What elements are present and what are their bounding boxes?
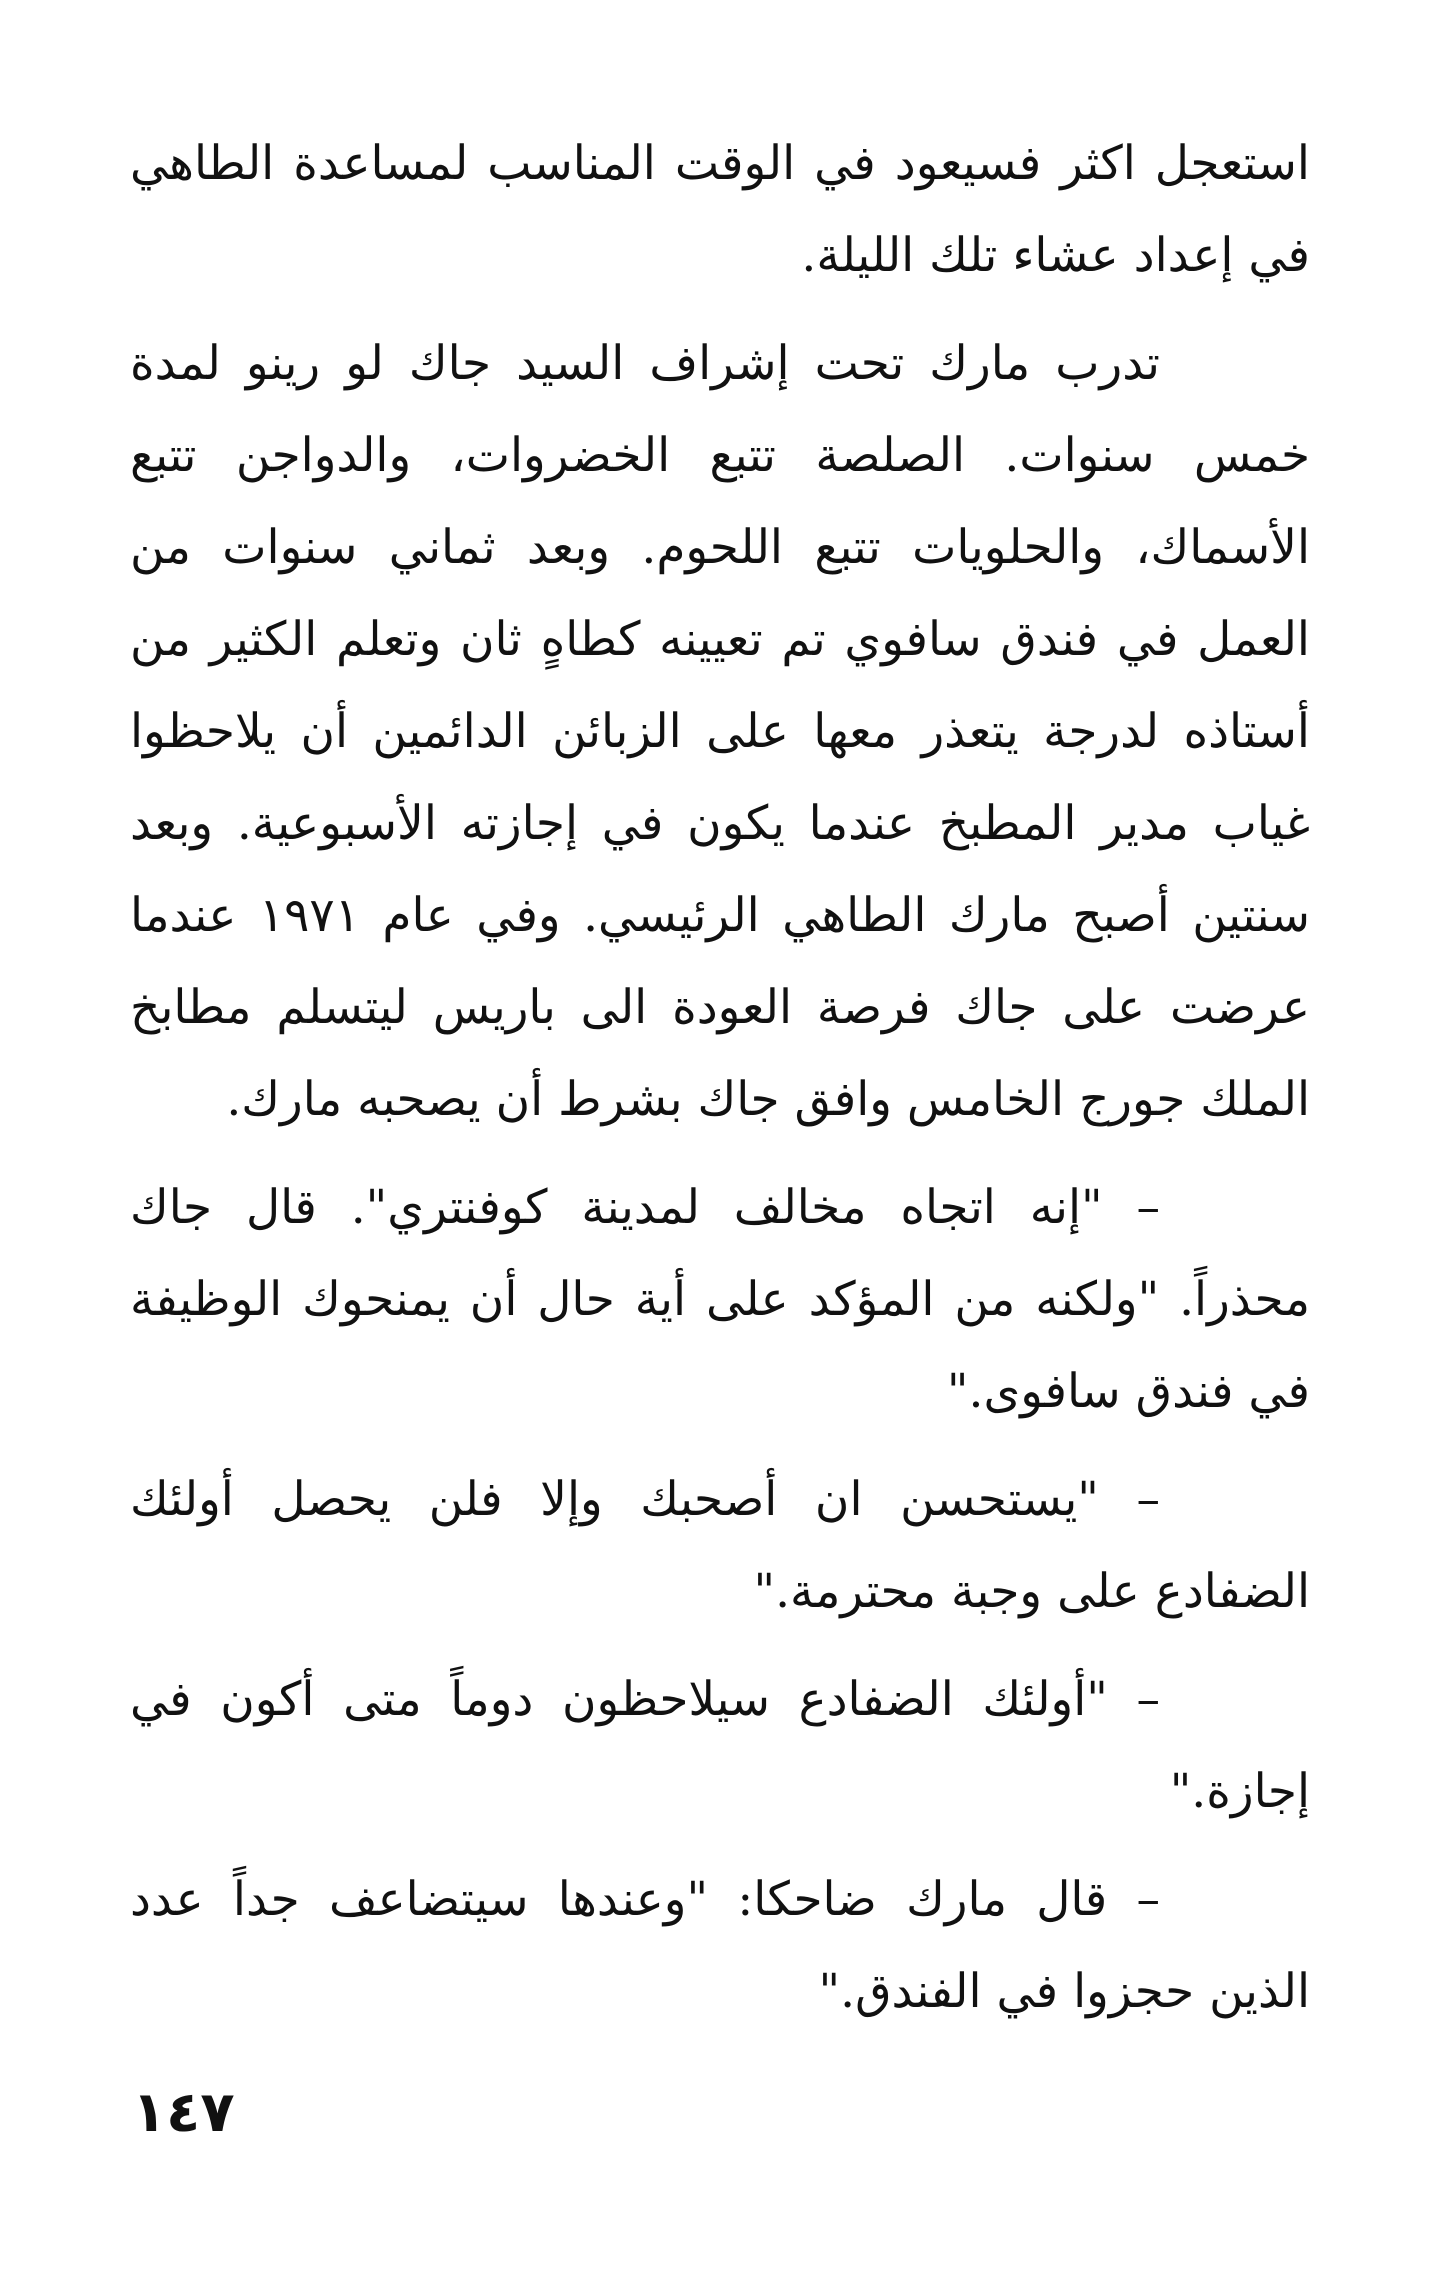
dialogue-4: – قال مارك ضاحكا: "وعندها سيتضاعف جداً عدد الذين حجزوا في الفندق." — [130, 1872, 1310, 2019]
dialogue-1: – "إنه اتجاه مخالف لمدينة كوفنتري". قال جاك محذراً. "ولكنه من المؤكد على أية حال أن يمنحوك الوظيفة في فندق سافوى." — [130, 1180, 1310, 1419]
dialogue-2: – "يستحسن ان أصحبك وإلا فلن يحصل أولئك الضفادع على وجبة محترمة." — [130, 1472, 1310, 1619]
paragraph-1: استعجل اكثر فسيعود في الوقت المناسب لمساعدة الطاهي في إعداد عشاء تلك الليلة. — [130, 136, 1310, 283]
dialogue-3: – "أولئك الضفادع سيلاحظون دوماً متى أكون في إجازة." — [130, 1672, 1310, 1819]
paragraph-2: تدرب مارك تحت إشراف السيد جاك لو رينو لمدة خمس سنوات. الصلصة تتبع الخضروات، والدواجن تتبع الأسماك، والحلويات تتبع اللحوم. وبعد ثماني سنوات من العمل في فندق سافوي تم تعيينه كطاهٍ ثان وتعلم الكثير من أستاذه لدرجة يتعذر معها على الزبائن الدائمين أن يلاحظوا غياب مدير المطبخ عندما يكون في إجازته الأسبوعية. وبعد سنتين أصبح مارك الطاهي الرئيسي. وفي عام ١٩٧١ عندما عرضت على جاك فرصة العودة الى باريس ليتسلم مطابخ الملك جورج الخامس وافق جاك بشرط أن يصحبه مارك. — [130, 336, 1310, 1127]
page-number: ١٤٧ — [132, 2080, 235, 2145]
body-text — [130, 118, 1310, 2054]
